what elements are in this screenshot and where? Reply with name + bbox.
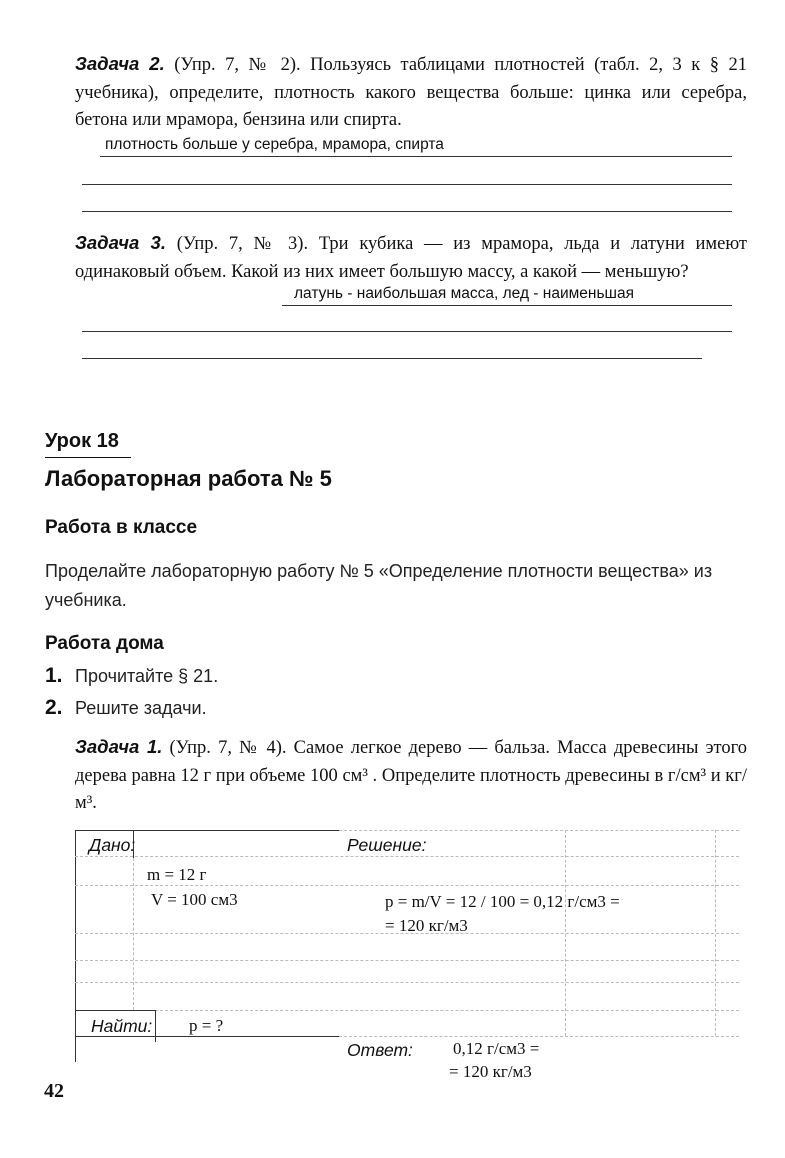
solution-label: Решение:: [347, 835, 427, 855]
grid-line: [155, 1010, 739, 1011]
answer-line: [82, 331, 732, 332]
grid-line: [75, 856, 739, 857]
task1-paragraph: [75, 733, 747, 818]
grid-line: [75, 885, 739, 886]
answer-line: [100, 156, 732, 157]
task2-text: (Упр. 7, № 2). Пользуясь таблицами плотностей (табл. 2, 3 к § 21 учебника), определите, плотность какого вещества больше: цинка или серебра, бетона или мрамора, бензина или спирта.: [75, 55, 748, 130]
grid-line: [715, 830, 716, 1036]
page-number: 42: [44, 1080, 64, 1102]
answer-value: 0,12 г/см3 =: [453, 1039, 540, 1058]
grid-line: [565, 830, 566, 1036]
find-label: Найти:: [91, 1016, 153, 1036]
grid-line: [75, 960, 739, 961]
task2-paragraph: [75, 50, 747, 135]
solution-formula: p = m/V = 12 / 100 = 0,12 г/см3 =: [385, 892, 620, 911]
grid-border: [75, 830, 339, 831]
task3-label: Задача 3.: [75, 232, 166, 253]
answer-label: Ответ:: [347, 1040, 413, 1060]
item-text: Решите задачи.: [75, 698, 207, 718]
answer-line: [82, 184, 732, 185]
grid-line: [75, 982, 739, 983]
task1-text: (Упр. 7, № 4). Самое легкое дерево — бальза. Масса древесины этого дерева равна 12 г при объеме 100 см³ . Определите плотность древесины в г/см³ и кг/м³.: [75, 738, 747, 813]
item-number: 1.: [45, 664, 63, 687]
task3-text: (Упр. 7, № 3). Три кубика — из мрамора, льда и латуни имеют одинаковый объем. Какой из них имеет большую массу, а какой — меньшую?: [75, 234, 747, 282]
grid-line: [75, 1010, 155, 1011]
homework-item: [45, 696, 207, 720]
task2-answer: плотность больше у серебра, мрамора, спирта: [105, 136, 444, 153]
task2-label: Задача 2.: [75, 53, 165, 74]
solution-formula-result: = 120 кг/м3: [385, 916, 468, 935]
grid-line: [339, 1036, 739, 1037]
item-number: 2.: [45, 696, 63, 719]
find-value: p = ?: [189, 1016, 224, 1035]
solution-grid: [75, 830, 745, 1065]
answer-line: [82, 358, 702, 359]
grid-line: [339, 830, 739, 831]
class-heading: Работа в классе: [45, 517, 198, 538]
grid-line: [133, 858, 134, 1010]
grid-border: [75, 830, 76, 1062]
lab-title: Лабораторная работа № 5: [45, 466, 332, 491]
given-volume: V = 100 см3: [151, 890, 238, 909]
answer-line: [282, 305, 732, 306]
lesson-title: Урок 18: [45, 430, 119, 452]
home-heading: Работа дома: [45, 633, 164, 654]
given-label: Дано:: [89, 835, 136, 855]
lesson-title-underline: [45, 457, 131, 458]
task3-answer: латунь - наибольшая масса, лед - наименьшая: [294, 285, 634, 302]
answer-line: [82, 211, 732, 212]
class-text: Проделайте лабораторную работу № 5 «Определение плотности вещества» из учебника.: [45, 561, 713, 610]
item-text: Прочитайте § 21.: [75, 666, 219, 686]
given-mass: m = 12 г: [147, 865, 207, 884]
grid-line: [155, 1010, 156, 1042]
homework-item: [45, 664, 219, 688]
answer-value-result: = 120 кг/м3: [449, 1062, 532, 1081]
task1-label: Задача 1.: [75, 736, 163, 757]
task3-paragraph: [75, 229, 747, 286]
